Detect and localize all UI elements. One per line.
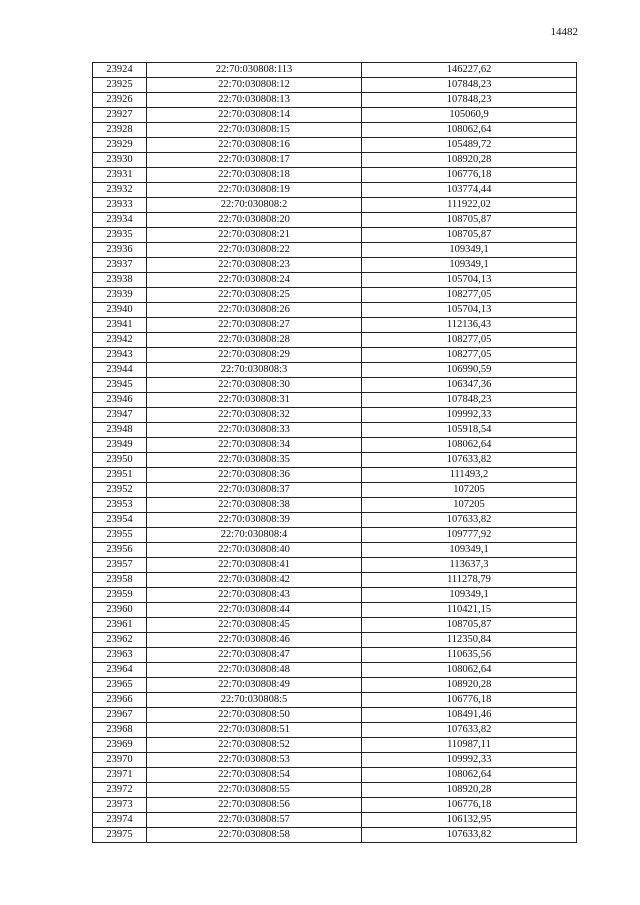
cadastral-number-cell: 22:70:030808:44 <box>147 603 362 618</box>
value-cell: 107205 <box>362 483 577 498</box>
table-row <box>93 93 577 108</box>
table-row <box>93 588 577 603</box>
cadastral-number-cell: 22:70:030808:3 <box>147 363 362 378</box>
cadastral-number-cell: 22:70:030808:40 <box>147 543 362 558</box>
row-number-cell: 23928 <box>93 123 147 138</box>
row-number-cell: 23952 <box>93 483 147 498</box>
value-cell: 106347,36 <box>362 378 577 393</box>
cadastral-number-cell: 22:70:030808:28 <box>147 333 362 348</box>
cadastral-number-cell: 22:70:030808:50 <box>147 708 362 723</box>
cadastral-number-cell: 22:70:030808:54 <box>147 768 362 783</box>
cadastral-number-cell: 22:70:030808:53 <box>147 753 362 768</box>
row-number-cell: 23930 <box>93 153 147 168</box>
value-cell: 111493,2 <box>362 468 577 483</box>
row-number-cell: 23958 <box>93 573 147 588</box>
table-row <box>93 453 577 468</box>
cadastral-number-cell: 22:70:030808:34 <box>147 438 362 453</box>
value-cell: 109992,33 <box>362 753 577 768</box>
row-number-cell: 23959 <box>93 588 147 603</box>
row-number-cell: 23973 <box>93 798 147 813</box>
cadastral-number-cell: 22:70:030808:2 <box>147 198 362 213</box>
value-cell: 107633,82 <box>362 828 577 843</box>
row-number-cell: 23926 <box>93 93 147 108</box>
table-row <box>93 708 577 723</box>
row-number-cell: 23943 <box>93 348 147 363</box>
table-row <box>93 483 577 498</box>
value-cell: 108491,46 <box>362 708 577 723</box>
row-number-cell: 23967 <box>93 708 147 723</box>
value-cell: 108920,28 <box>362 678 577 693</box>
value-cell: 108062,64 <box>362 438 577 453</box>
cadastral-number-cell: 22:70:030808:13 <box>147 93 362 108</box>
value-cell: 105704,13 <box>362 303 577 318</box>
value-cell: 113637,3 <box>362 558 577 573</box>
table-row <box>93 123 577 138</box>
row-number-cell: 23975 <box>93 828 147 843</box>
row-number-cell: 23947 <box>93 408 147 423</box>
table-row <box>93 183 577 198</box>
value-cell: 105704,13 <box>362 273 577 288</box>
row-number-cell: 23927 <box>93 108 147 123</box>
row-number-cell: 23946 <box>93 393 147 408</box>
value-cell: 146227,62 <box>362 63 577 78</box>
row-number-cell: 23955 <box>93 528 147 543</box>
value-cell: 108920,28 <box>362 153 577 168</box>
cadastral-number-cell: 22:70:030808:37 <box>147 483 362 498</box>
row-number-cell: 23965 <box>93 678 147 693</box>
cadastral-number-cell: 22:70:030808:15 <box>147 123 362 138</box>
value-cell: 110987,11 <box>362 738 577 753</box>
table-row <box>93 753 577 768</box>
value-cell: 106132,95 <box>362 813 577 828</box>
row-number-cell: 23971 <box>93 768 147 783</box>
table-row <box>93 528 577 543</box>
value-cell: 112136,43 <box>362 318 577 333</box>
table-row <box>93 738 577 753</box>
cadastral-number-cell: 22:70:030808:48 <box>147 663 362 678</box>
cadastral-number-cell: 22:70:030808:19 <box>147 183 362 198</box>
value-cell: 108705,87 <box>362 213 577 228</box>
value-cell: 108920,28 <box>362 783 577 798</box>
cadastral-number-cell: 22:70:030808:32 <box>147 408 362 423</box>
row-number-cell: 23970 <box>93 753 147 768</box>
table-row <box>93 318 577 333</box>
cadastral-number-cell: 22:70:030808:17 <box>147 153 362 168</box>
table-row <box>93 618 577 633</box>
cadastral-number-cell: 22:70:030808:45 <box>147 618 362 633</box>
cadastral-number-cell: 22:70:030808:5 <box>147 693 362 708</box>
table-row <box>93 63 577 78</box>
value-cell: 109777,92 <box>362 528 577 543</box>
table-row <box>93 153 577 168</box>
value-cell: 107848,23 <box>362 93 577 108</box>
value-cell: 108705,87 <box>362 618 577 633</box>
table-row <box>93 258 577 273</box>
row-number-cell: 23932 <box>93 183 147 198</box>
value-cell: 111922,02 <box>362 198 577 213</box>
row-number-cell: 23933 <box>93 198 147 213</box>
value-cell: 109349,1 <box>362 588 577 603</box>
row-number-cell: 23938 <box>93 273 147 288</box>
cadastral-number-cell: 22:70:030808:26 <box>147 303 362 318</box>
row-number-cell: 23939 <box>93 288 147 303</box>
value-cell: 106990,59 <box>362 363 577 378</box>
table-row <box>93 798 577 813</box>
cadastral-number-cell: 22:70:030808:33 <box>147 423 362 438</box>
table-row <box>93 108 577 123</box>
value-cell: 106776,18 <box>362 168 577 183</box>
row-number-cell: 23944 <box>93 363 147 378</box>
cadastral-number-cell: 22:70:030808:23 <box>147 258 362 273</box>
value-cell: 110421,15 <box>362 603 577 618</box>
value-cell: 106776,18 <box>362 693 577 708</box>
cadastral-number-cell: 22:70:030808:42 <box>147 573 362 588</box>
table-row <box>93 198 577 213</box>
row-number-cell: 23972 <box>93 783 147 798</box>
table-row <box>93 138 577 153</box>
cadastral-value-table <box>92 62 577 843</box>
value-cell: 103774,44 <box>362 183 577 198</box>
row-number-cell: 23950 <box>93 453 147 468</box>
cadastral-number-cell: 22:70:030808:35 <box>147 453 362 468</box>
table-row <box>93 438 577 453</box>
cadastral-number-cell: 22:70:030808:25 <box>147 288 362 303</box>
row-number-cell: 23954 <box>93 513 147 528</box>
cadastral-number-cell: 22:70:030808:4 <box>147 528 362 543</box>
cadastral-number-cell: 22:70:030808:47 <box>147 648 362 663</box>
value-cell: 107205 <box>362 498 577 513</box>
row-number-cell: 23951 <box>93 468 147 483</box>
row-number-cell: 23949 <box>93 438 147 453</box>
table-row <box>93 378 577 393</box>
row-number-cell: 23953 <box>93 498 147 513</box>
table-row <box>93 693 577 708</box>
row-number-cell: 23936 <box>93 243 147 258</box>
value-cell: 107633,82 <box>362 453 577 468</box>
cadastral-number-cell: 22:70:030808:29 <box>147 348 362 363</box>
row-number-cell: 23961 <box>93 618 147 633</box>
row-number-cell: 23957 <box>93 558 147 573</box>
cadastral-number-cell: 22:70:030808:20 <box>147 213 362 228</box>
value-cell: 109349,1 <box>362 258 577 273</box>
table-row <box>93 363 577 378</box>
value-cell: 109349,1 <box>362 543 577 558</box>
table-row <box>93 168 577 183</box>
row-number-cell: 23964 <box>93 663 147 678</box>
value-cell: 108062,64 <box>362 123 577 138</box>
row-number-cell: 23941 <box>93 318 147 333</box>
table-row <box>93 288 577 303</box>
cadastral-number-cell: 22:70:030808:55 <box>147 783 362 798</box>
cadastral-number-cell: 22:70:030808:39 <box>147 513 362 528</box>
row-number-cell: 23931 <box>93 168 147 183</box>
value-cell: 108062,64 <box>362 768 577 783</box>
cadastral-number-cell: 22:70:030808:36 <box>147 468 362 483</box>
cadastral-number-cell: 22:70:030808:113 <box>147 63 362 78</box>
row-number-cell: 23924 <box>93 63 147 78</box>
table-row <box>93 213 577 228</box>
table-row <box>93 678 577 693</box>
cadastral-number-cell: 22:70:030808:49 <box>147 678 362 693</box>
row-number-cell: 23966 <box>93 693 147 708</box>
table-row <box>93 513 577 528</box>
value-cell: 108705,87 <box>362 228 577 243</box>
cadastral-number-cell: 22:70:030808:14 <box>147 108 362 123</box>
table-row <box>93 558 577 573</box>
row-number-cell: 23963 <box>93 648 147 663</box>
row-number-cell: 23969 <box>93 738 147 753</box>
value-cell: 105489,72 <box>362 138 577 153</box>
cadastral-number-cell: 22:70:030808:43 <box>147 588 362 603</box>
table-row <box>93 603 577 618</box>
cadastral-number-cell: 22:70:030808:27 <box>147 318 362 333</box>
table-row <box>93 348 577 363</box>
table-row <box>93 228 577 243</box>
cadastral-number-cell: 22:70:030808:51 <box>147 723 362 738</box>
row-number-cell: 23934 <box>93 213 147 228</box>
cadastral-number-cell: 22:70:030808:58 <box>147 828 362 843</box>
row-number-cell: 23962 <box>93 633 147 648</box>
table-row <box>93 273 577 288</box>
table-row <box>93 768 577 783</box>
row-number-cell: 23956 <box>93 543 147 558</box>
table-row <box>93 78 577 93</box>
table-row <box>93 648 577 663</box>
table-row <box>93 543 577 558</box>
table-row <box>93 633 577 648</box>
cadastral-number-cell: 22:70:030808:18 <box>147 168 362 183</box>
row-number-cell: 23925 <box>93 78 147 93</box>
value-cell: 107848,23 <box>362 78 577 93</box>
row-number-cell: 23940 <box>93 303 147 318</box>
value-cell: 106776,18 <box>362 798 577 813</box>
value-cell: 105918,54 <box>362 423 577 438</box>
cadastral-number-cell: 22:70:030808:31 <box>147 393 362 408</box>
value-cell: 105060,9 <box>362 108 577 123</box>
row-number-cell: 23968 <box>93 723 147 738</box>
cadastral-number-cell: 22:70:030808:16 <box>147 138 362 153</box>
value-cell: 108062,64 <box>362 663 577 678</box>
value-cell: 110635,56 <box>362 648 577 663</box>
value-cell: 108277,05 <box>362 348 577 363</box>
cadastral-number-cell: 22:70:030808:46 <box>147 633 362 648</box>
value-cell: 107633,82 <box>362 723 577 738</box>
table-row <box>93 813 577 828</box>
cadastral-number-cell: 22:70:030808:52 <box>147 738 362 753</box>
value-cell: 112350,84 <box>362 633 577 648</box>
table-row <box>93 468 577 483</box>
table-row <box>93 663 577 678</box>
value-cell: 109992,33 <box>362 408 577 423</box>
row-number-cell: 23929 <box>93 138 147 153</box>
cadastral-number-cell: 22:70:030808:30 <box>147 378 362 393</box>
row-number-cell: 23935 <box>93 228 147 243</box>
table-row <box>93 423 577 438</box>
row-number-cell: 23942 <box>93 333 147 348</box>
cadastral-number-cell: 22:70:030808:56 <box>147 798 362 813</box>
value-cell: 107848,23 <box>362 393 577 408</box>
table-row <box>93 573 577 588</box>
row-number-cell: 23960 <box>93 603 147 618</box>
cadastral-number-cell: 22:70:030808:12 <box>147 78 362 93</box>
table-row <box>93 243 577 258</box>
value-cell: 109349,1 <box>362 243 577 258</box>
table-row <box>93 498 577 513</box>
value-cell: 108277,05 <box>362 288 577 303</box>
table-row <box>93 828 577 843</box>
table-row <box>93 393 577 408</box>
cadastral-number-cell: 22:70:030808:21 <box>147 228 362 243</box>
table-row <box>93 333 577 348</box>
value-cell: 111278,79 <box>362 573 577 588</box>
table-body <box>93 63 577 843</box>
table-row <box>93 303 577 318</box>
value-cell: 107633,82 <box>362 513 577 528</box>
cadastral-number-cell: 22:70:030808:41 <box>147 558 362 573</box>
value-cell: 108277,05 <box>362 333 577 348</box>
cadastral-number-cell: 22:70:030808:24 <box>147 273 362 288</box>
row-number-cell: 23945 <box>93 378 147 393</box>
row-number-cell: 23937 <box>93 258 147 273</box>
cadastral-number-cell: 22:70:030808:38 <box>147 498 362 513</box>
row-number-cell: 23974 <box>93 813 147 828</box>
cadastral-number-cell: 22:70:030808:22 <box>147 243 362 258</box>
table-row <box>93 783 577 798</box>
table-row <box>93 408 577 423</box>
table-row <box>93 723 577 738</box>
page-number: 14482 <box>550 26 578 38</box>
cadastral-number-cell: 22:70:030808:57 <box>147 813 362 828</box>
row-number-cell: 23948 <box>93 423 147 438</box>
